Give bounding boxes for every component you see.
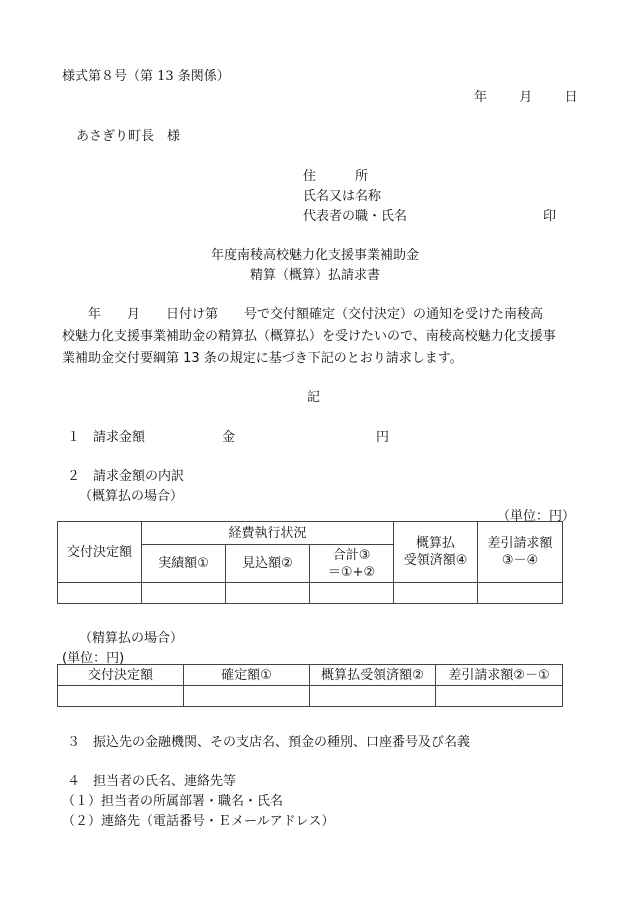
body-line2: 校魅力化支援事業補助金の精算払（概算払）を受けたいので、南稜高校魅力化支援事 [62, 329, 556, 344]
cell-received-settle[interactable] [310, 686, 436, 707]
header-total-line1: 合計③ [332, 547, 371, 563]
cell-decision[interactable] [58, 583, 142, 604]
date-year: 年 [474, 90, 488, 105]
section4-label: ４ 担当者の氏名、連絡先等 [67, 774, 237, 789]
body-line1: 年 月 日付け第 号で交付額確定（交付決定）の通知を受けた南稜高 [62, 307, 544, 322]
header-actual: 実績額① [142, 545, 226, 583]
header-estimate: 見込額② [226, 545, 310, 583]
body-line3: 業補助金交付要綱第 13 条の規定に基づき下記のとおり請求します。 [62, 351, 463, 366]
settle-table [57, 664, 563, 707]
section1-yen: 円 [376, 430, 390, 445]
cell-confirmed[interactable] [184, 686, 310, 707]
unit-label-approx: （単位：円） [497, 509, 576, 524]
cell-diff[interactable] [478, 583, 563, 604]
address-label: 住 所 [303, 169, 369, 184]
cell-diff-settle[interactable] [436, 686, 563, 707]
cell-total[interactable] [310, 583, 394, 604]
section2-label: ２ 請求金額の内訳 [67, 469, 185, 484]
header-diff-line1: 差引請求額 [487, 536, 553, 551]
unit-label-settle: (単位：円) [62, 651, 125, 666]
header-diff-line2: ③－④ [501, 553, 539, 568]
header-total-line2: ＝①+② [327, 564, 376, 580]
title-line1: 年度南稜高校魅力化支援事業補助金 [210, 248, 419, 263]
header-decision-settle: 交付決定額 [58, 665, 184, 686]
cell-estimate[interactable] [226, 583, 310, 604]
section4-item1: （１）担当者の所属部署・職名・氏名 [62, 794, 284, 809]
header-decision: 交付決定額 [58, 522, 142, 583]
section4-item2: （２）連絡先（電話番号・Ｅメールアドレス） [62, 814, 335, 829]
seal-mark: 印 [543, 209, 557, 224]
ki-heading: 記 [307, 390, 321, 405]
representative-label: 代表者の職・氏名 [303, 209, 408, 224]
header-diff-settle: 差引請求額②－① [436, 665, 563, 686]
section1-kin: 金 [222, 430, 236, 445]
header-execution: 経費執行状況 [142, 522, 394, 545]
section3-label: ３ 振込先の金融機関、その支店名、預金の種別、口座番号及び名義 [67, 735, 471, 750]
header-confirmed: 確定額① [184, 665, 310, 686]
title-line2: 精算（概算）払請求書 [249, 268, 380, 283]
section1-label: １ 請求金額 [67, 430, 146, 445]
cell-actual[interactable] [142, 583, 226, 604]
name-label: 氏名又は名称 [303, 189, 382, 204]
approx-table [57, 521, 563, 604]
header-received-line1: 概算払 [416, 536, 456, 551]
date-line [474, 86, 578, 105]
header-diff [478, 522, 563, 583]
cell-decision-settle[interactable] [58, 686, 184, 707]
date-day: 日 [564, 90, 578, 105]
header-received [394, 522, 478, 583]
date-month: 月 [519, 90, 533, 105]
settle-subtitle: （精算払の場合） [79, 631, 184, 646]
cell-received[interactable] [394, 583, 478, 604]
header-received-line2: 受領済額④ [403, 553, 468, 568]
header-received-settle: 概算払受領済額② [310, 665, 436, 686]
header-total [310, 545, 394, 583]
approx-subtitle: （概算払の場合） [79, 489, 184, 504]
form-number: 様式第８号（第 13 条関係） [62, 69, 230, 84]
addressee: あさぎり町長 様 [76, 129, 181, 144]
